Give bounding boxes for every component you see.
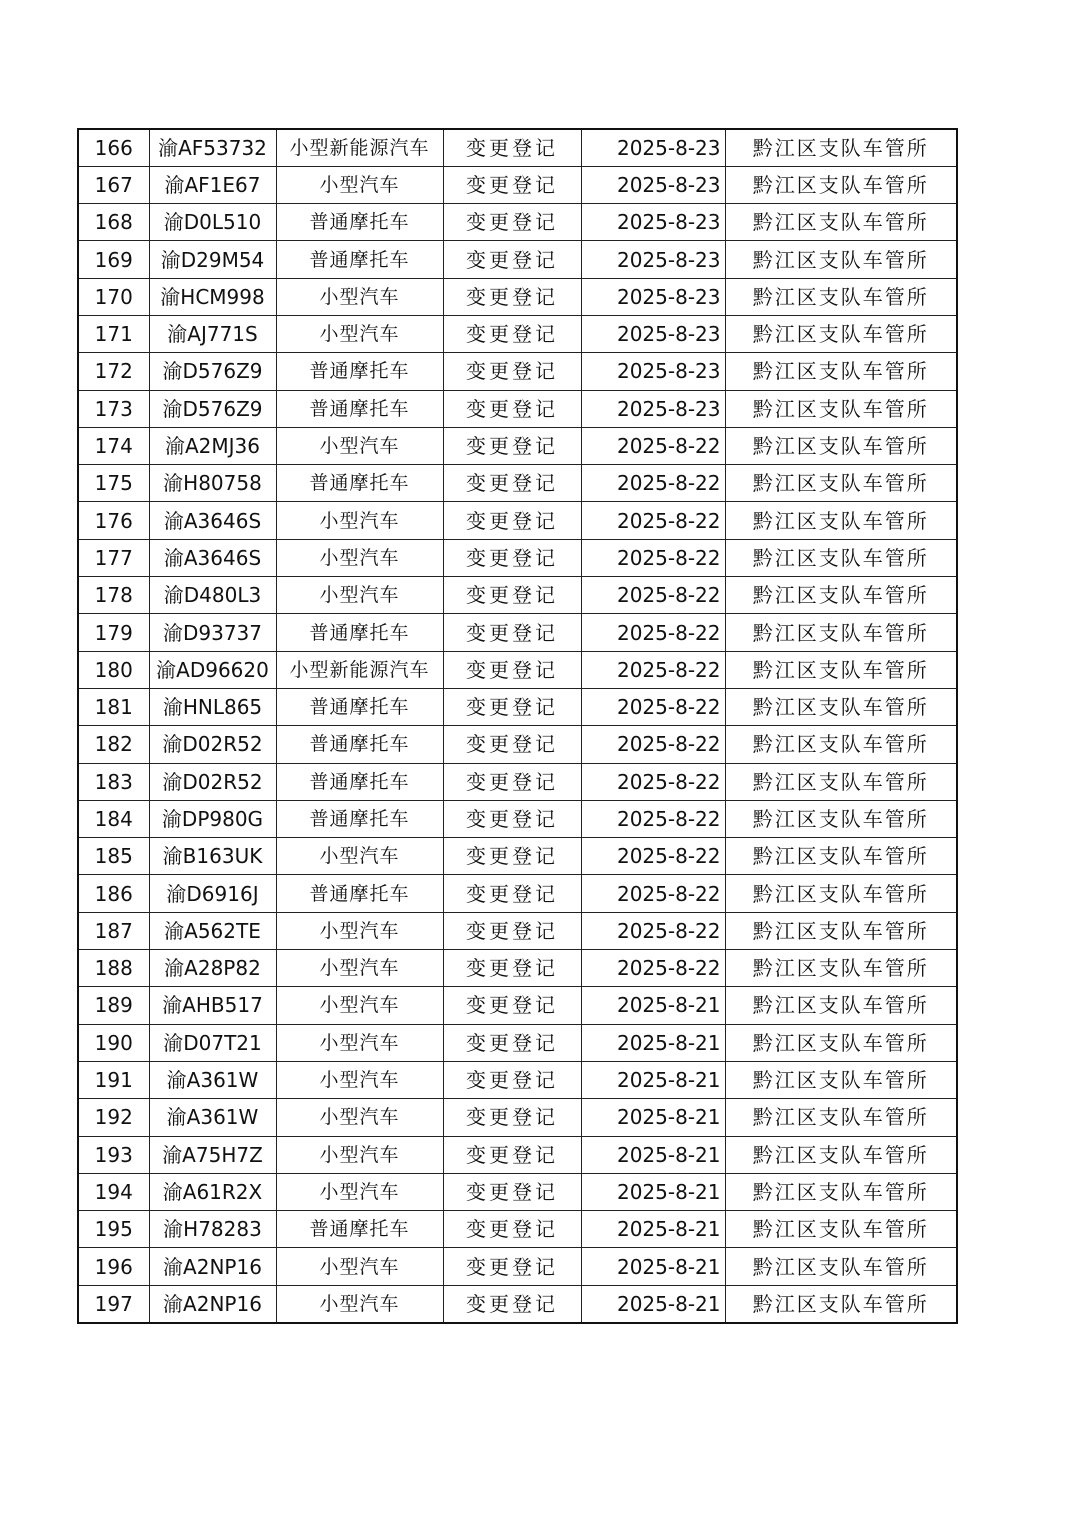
vehicle-type-cell: 小型汽车 (276, 502, 443, 539)
date-cell: 2025-8-21 (581, 1248, 725, 1285)
row-number-cell: 169 (78, 241, 149, 278)
row-number-cell: 174 (78, 427, 149, 464)
business-type-cell: 变更登记 (443, 1211, 581, 1248)
business-type-cell: 变更登记 (443, 875, 581, 912)
row-number-cell: 186 (78, 875, 149, 912)
plate-number-cell: 渝AF53732 (149, 129, 276, 166)
row-number-cell: 173 (78, 390, 149, 427)
business-type-cell: 变更登记 (443, 465, 581, 502)
vehicle-type-cell: 小型汽车 (276, 912, 443, 949)
business-type-cell: 变更登记 (443, 390, 581, 427)
office-cell: 黔江区支队车管所 (725, 1285, 957, 1322)
business-type-cell: 变更登记 (443, 987, 581, 1024)
row-number-cell: 170 (78, 278, 149, 315)
vehicle-type-cell: 小型汽车 (276, 1099, 443, 1136)
vehicle-type-cell: 普通摩托车 (276, 465, 443, 502)
vehicle-type-cell: 普通摩托车 (276, 763, 443, 800)
date-cell: 2025-8-23 (581, 278, 725, 315)
row-number-cell: 167 (78, 166, 149, 203)
plate-number-cell: 渝AHB517 (149, 987, 276, 1024)
row-number-cell: 197 (78, 1285, 149, 1322)
date-cell: 2025-8-22 (581, 800, 725, 837)
date-cell: 2025-8-23 (581, 204, 725, 241)
table-row (78, 465, 957, 502)
plate-number-cell: 渝A28P82 (149, 950, 276, 987)
vehicle-type-cell: 小型新能源汽车 (276, 651, 443, 688)
office-cell: 黔江区支队车管所 (725, 1024, 957, 1061)
table-row (78, 1136, 957, 1173)
row-number-cell: 190 (78, 1024, 149, 1061)
office-cell: 黔江区支队车管所 (725, 912, 957, 949)
vehicle-type-cell: 普通摩托车 (276, 390, 443, 427)
business-type-cell: 变更登记 (443, 1024, 581, 1061)
plate-number-cell: 渝A361W (149, 1061, 276, 1098)
row-number-cell: 182 (78, 726, 149, 763)
date-cell: 2025-8-23 (581, 353, 725, 390)
vehicle-type-cell: 普通摩托车 (276, 241, 443, 278)
plate-number-cell: 渝D02R52 (149, 726, 276, 763)
office-cell: 黔江区支队车管所 (725, 763, 957, 800)
plate-number-cell: 渝D02R52 (149, 763, 276, 800)
table-row (78, 427, 957, 464)
date-cell: 2025-8-22 (581, 950, 725, 987)
business-type-cell: 变更登记 (443, 1099, 581, 1136)
office-cell: 黔江区支队车管所 (725, 1248, 957, 1285)
date-cell: 2025-8-23 (581, 241, 725, 278)
plate-number-cell: 渝A61R2X (149, 1173, 276, 1210)
office-cell: 黔江区支队车管所 (725, 726, 957, 763)
vehicle-type-cell: 普通摩托车 (276, 614, 443, 651)
vehicle-type-cell: 小型汽车 (276, 838, 443, 875)
date-cell: 2025-8-22 (581, 577, 725, 614)
business-type-cell: 变更登记 (443, 688, 581, 725)
date-cell: 2025-8-22 (581, 763, 725, 800)
plate-number-cell: 渝H80758 (149, 465, 276, 502)
office-cell: 黔江区支队车管所 (725, 1136, 957, 1173)
table-row (78, 987, 957, 1024)
business-type-cell: 变更登记 (443, 614, 581, 651)
plate-number-cell: 渝HCM998 (149, 278, 276, 315)
office-cell: 黔江区支队车管所 (725, 950, 957, 987)
plate-number-cell: 渝A75H7Z (149, 1136, 276, 1173)
office-cell: 黔江区支队车管所 (725, 353, 957, 390)
table-row (78, 651, 957, 688)
business-type-cell: 变更登记 (443, 726, 581, 763)
vehicle-type-cell: 小型汽车 (276, 166, 443, 203)
vehicle-type-cell: 小型汽车 (276, 1136, 443, 1173)
business-type-cell: 变更登记 (443, 651, 581, 688)
business-type-cell: 变更登记 (443, 1248, 581, 1285)
vehicle-type-cell: 普通摩托车 (276, 726, 443, 763)
office-cell: 黔江区支队车管所 (725, 987, 957, 1024)
table-row (78, 502, 957, 539)
plate-number-cell: 渝AJ771S (149, 315, 276, 352)
vehicle-type-cell: 小型汽车 (276, 278, 443, 315)
vehicle-type-cell: 小型汽车 (276, 539, 443, 576)
office-cell: 黔江区支队车管所 (725, 166, 957, 203)
row-number-cell: 196 (78, 1248, 149, 1285)
table-row (78, 390, 957, 427)
table-row (78, 800, 957, 837)
office-cell: 黔江区支队车管所 (725, 390, 957, 427)
office-cell: 黔江区支队车管所 (725, 241, 957, 278)
plate-number-cell: 渝D576Z9 (149, 390, 276, 427)
business-type-cell: 变更登记 (443, 950, 581, 987)
date-cell: 2025-8-21 (581, 1173, 725, 1210)
business-type-cell: 变更登记 (443, 204, 581, 241)
date-cell: 2025-8-21 (581, 1211, 725, 1248)
date-cell: 2025-8-23 (581, 129, 725, 166)
office-cell: 黔江区支队车管所 (725, 875, 957, 912)
vehicle-type-cell: 小型汽车 (276, 987, 443, 1024)
plate-number-cell: 渝H78283 (149, 1211, 276, 1248)
table-row (78, 1099, 957, 1136)
date-cell: 2025-8-22 (581, 614, 725, 651)
vehicle-type-cell: 小型汽车 (276, 1024, 443, 1061)
office-cell: 黔江区支队车管所 (725, 465, 957, 502)
vehicle-type-cell: 小型汽车 (276, 1285, 443, 1322)
table-row (78, 1248, 957, 1285)
plate-number-cell: 渝A2NP16 (149, 1285, 276, 1322)
row-number-cell: 176 (78, 502, 149, 539)
row-number-cell: 171 (78, 315, 149, 352)
office-cell: 黔江区支队车管所 (725, 1061, 957, 1098)
office-cell: 黔江区支队车管所 (725, 539, 957, 576)
row-number-cell: 168 (78, 204, 149, 241)
table-row (78, 763, 957, 800)
row-number-cell: 175 (78, 465, 149, 502)
date-cell: 2025-8-22 (581, 539, 725, 576)
table-body (78, 129, 957, 1323)
row-number-cell: 172 (78, 353, 149, 390)
vehicle-registration-table (77, 128, 958, 1324)
business-type-cell: 变更登记 (443, 502, 581, 539)
row-number-cell: 193 (78, 1136, 149, 1173)
business-type-cell: 变更登记 (443, 838, 581, 875)
business-type-cell: 变更登记 (443, 427, 581, 464)
table-row (78, 1173, 957, 1210)
date-cell: 2025-8-22 (581, 502, 725, 539)
date-cell: 2025-8-21 (581, 1024, 725, 1061)
office-cell: 黔江区支队车管所 (725, 204, 957, 241)
business-type-cell: 变更登记 (443, 1173, 581, 1210)
table-row (78, 1211, 957, 1248)
row-number-cell: 178 (78, 577, 149, 614)
vehicle-type-cell: 小型汽车 (276, 1248, 443, 1285)
vehicle-type-cell: 普通摩托车 (276, 800, 443, 837)
row-number-cell: 195 (78, 1211, 149, 1248)
row-number-cell: 180 (78, 651, 149, 688)
vehicle-type-cell: 普通摩托车 (276, 204, 443, 241)
row-number-cell: 194 (78, 1173, 149, 1210)
table-row (78, 129, 957, 166)
row-number-cell: 166 (78, 129, 149, 166)
date-cell: 2025-8-22 (581, 838, 725, 875)
business-type-cell: 变更登记 (443, 166, 581, 203)
business-type-cell: 变更登记 (443, 1285, 581, 1322)
date-cell: 2025-8-21 (581, 1285, 725, 1322)
row-number-cell: 184 (78, 800, 149, 837)
table-row (78, 1024, 957, 1061)
table-row (78, 315, 957, 352)
table-row (78, 241, 957, 278)
office-cell: 黔江区支队车管所 (725, 577, 957, 614)
date-cell: 2025-8-22 (581, 912, 725, 949)
date-cell: 2025-8-22 (581, 726, 725, 763)
office-cell: 黔江区支队车管所 (725, 838, 957, 875)
business-type-cell: 变更登记 (443, 577, 581, 614)
plate-number-cell: 渝AF1E67 (149, 166, 276, 203)
office-cell: 黔江区支队车管所 (725, 278, 957, 315)
plate-number-cell: 渝D93737 (149, 614, 276, 651)
business-type-cell: 变更登记 (443, 129, 581, 166)
date-cell: 2025-8-23 (581, 166, 725, 203)
plate-number-cell: 渝A562TE (149, 912, 276, 949)
office-cell: 黔江区支队车管所 (725, 1173, 957, 1210)
business-type-cell: 变更登记 (443, 800, 581, 837)
row-number-cell: 183 (78, 763, 149, 800)
plate-number-cell: 渝B163UK (149, 838, 276, 875)
date-cell: 2025-8-21 (581, 1136, 725, 1173)
plate-number-cell: 渝D6916J (149, 875, 276, 912)
table-row (78, 577, 957, 614)
row-number-cell: 181 (78, 688, 149, 725)
vehicle-type-cell: 普通摩托车 (276, 353, 443, 390)
plate-number-cell: 渝A361W (149, 1099, 276, 1136)
table-row (78, 875, 957, 912)
vehicle-type-cell: 小型新能源汽车 (276, 129, 443, 166)
date-cell: 2025-8-23 (581, 315, 725, 352)
row-number-cell: 187 (78, 912, 149, 949)
plate-number-cell: 渝D29M54 (149, 241, 276, 278)
table-row (78, 726, 957, 763)
date-cell: 2025-8-21 (581, 987, 725, 1024)
office-cell: 黔江区支队车管所 (725, 129, 957, 166)
vehicle-type-cell: 小型汽车 (276, 577, 443, 614)
business-type-cell: 变更登记 (443, 1061, 581, 1098)
table-row (78, 353, 957, 390)
date-cell: 2025-8-22 (581, 875, 725, 912)
business-type-cell: 变更登记 (443, 315, 581, 352)
table-row (78, 950, 957, 987)
business-type-cell: 变更登记 (443, 241, 581, 278)
date-cell: 2025-8-22 (581, 688, 725, 725)
date-cell: 2025-8-21 (581, 1099, 725, 1136)
business-type-cell: 变更登记 (443, 1136, 581, 1173)
table-row (78, 614, 957, 651)
vehicle-type-cell: 小型汽车 (276, 427, 443, 464)
office-cell: 黔江区支队车管所 (725, 502, 957, 539)
row-number-cell: 185 (78, 838, 149, 875)
plate-number-cell: 渝A2MJ36 (149, 427, 276, 464)
row-number-cell: 179 (78, 614, 149, 651)
plate-number-cell: 渝AD96620 (149, 651, 276, 688)
vehicle-type-cell: 小型汽车 (276, 950, 443, 987)
date-cell: 2025-8-22 (581, 651, 725, 688)
table-row (78, 1285, 957, 1322)
business-type-cell: 变更登记 (443, 763, 581, 800)
plate-number-cell: 渝A3646S (149, 502, 276, 539)
vehicle-type-cell: 普通摩托车 (276, 1211, 443, 1248)
plate-number-cell: 渝D480L3 (149, 577, 276, 614)
date-cell: 2025-8-22 (581, 465, 725, 502)
plate-number-cell: 渝DP980G (149, 800, 276, 837)
table-row (78, 1061, 957, 1098)
plate-number-cell: 渝A3646S (149, 539, 276, 576)
plate-number-cell: 渝HNL865 (149, 688, 276, 725)
vehicle-type-cell: 普通摩托车 (276, 875, 443, 912)
vehicle-type-cell: 小型汽车 (276, 315, 443, 352)
table-row (78, 912, 957, 949)
table-row (78, 838, 957, 875)
plate-number-cell: 渝D07T21 (149, 1024, 276, 1061)
table-row (78, 688, 957, 725)
table-row (78, 166, 957, 203)
business-type-cell: 变更登记 (443, 278, 581, 315)
table-row (78, 204, 957, 241)
office-cell: 黔江区支队车管所 (725, 800, 957, 837)
office-cell: 黔江区支队车管所 (725, 427, 957, 464)
date-cell: 2025-8-23 (581, 390, 725, 427)
office-cell: 黔江区支队车管所 (725, 1099, 957, 1136)
business-type-cell: 变更登记 (443, 912, 581, 949)
office-cell: 黔江区支队车管所 (725, 315, 957, 352)
office-cell: 黔江区支队车管所 (725, 651, 957, 688)
date-cell: 2025-8-22 (581, 427, 725, 464)
office-cell: 黔江区支队车管所 (725, 688, 957, 725)
plate-number-cell: 渝A2NP16 (149, 1248, 276, 1285)
table-row (78, 278, 957, 315)
business-type-cell: 变更登记 (443, 353, 581, 390)
vehicle-type-cell: 普通摩托车 (276, 688, 443, 725)
row-number-cell: 188 (78, 950, 149, 987)
vehicle-type-cell: 小型汽车 (276, 1173, 443, 1210)
row-number-cell: 177 (78, 539, 149, 576)
date-cell: 2025-8-21 (581, 1061, 725, 1098)
vehicle-type-cell: 小型汽车 (276, 1061, 443, 1098)
office-cell: 黔江区支队车管所 (725, 1211, 957, 1248)
plate-number-cell: 渝D576Z9 (149, 353, 276, 390)
business-type-cell: 变更登记 (443, 539, 581, 576)
row-number-cell: 189 (78, 987, 149, 1024)
office-cell: 黔江区支队车管所 (725, 614, 957, 651)
row-number-cell: 191 (78, 1061, 149, 1098)
row-number-cell: 192 (78, 1099, 149, 1136)
plate-number-cell: 渝D0L510 (149, 204, 276, 241)
table-row (78, 539, 957, 576)
